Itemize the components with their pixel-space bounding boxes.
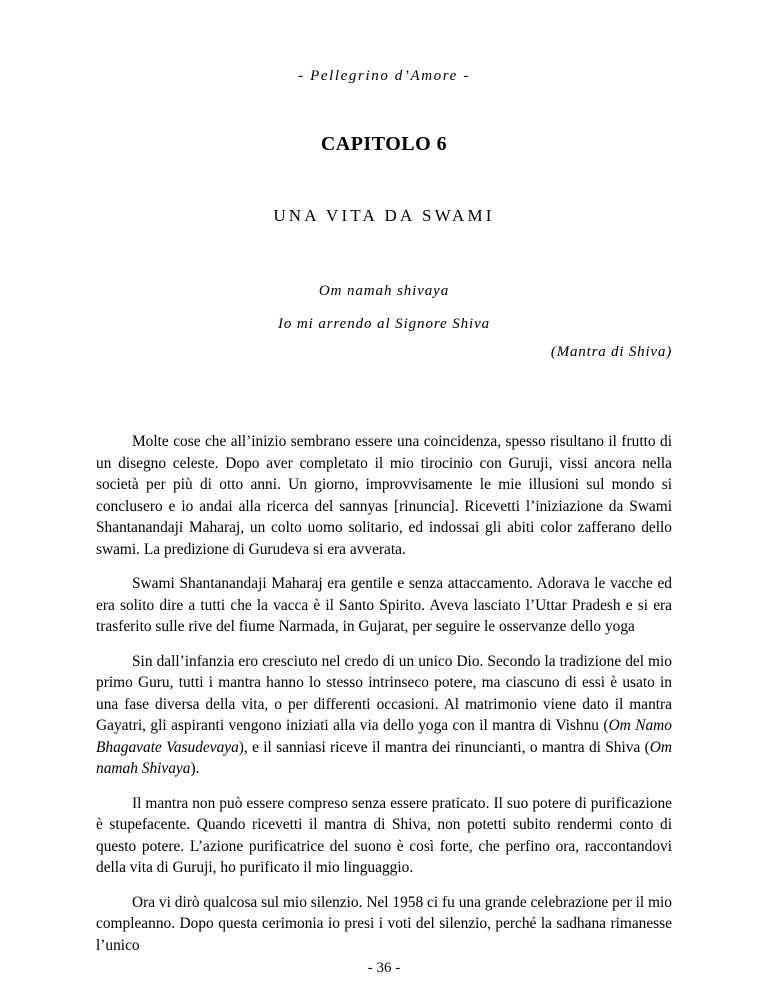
paragraph: Ora vi dirò qualcosa sul mio silenzio. Nel 1958 ci fu una grande celebrazione per il mio compleanno. Dopo questa cerimonia io presi i voti del silenzio, perché la sadhana rimanesse l’unico xyxy=(96,893,672,954)
mantra-name-vishnu: Om Namo Bhagavate Vasudevaya xyxy=(96,717,672,756)
epigraph-line-2: Io mi arrendo al Signore Shiva xyxy=(277,316,491,332)
paragraph xyxy=(96,651,672,780)
epigraph-line-1: Om namah shivaya xyxy=(318,283,450,299)
paragraph-text: Sin dall’infanzia ero cresciuto nel credo di un unico Dio. Secondo la tradizione del mio primo Guru, tutti i mantra hanno lo stesso intrinseco potere, ma ciascuno di essi è usato in una fase diversa della vita, o per differenti occasioni. Al matrimonio viene dato il mantra Gayatri, gli aspiranti vengono iniziati alla via dello yoga con il mantra di Vishnu ( xyxy=(96,652,672,734)
page-number: - 36 - xyxy=(367,960,401,976)
paragraph: Molte cose che all’inizio sembrano essere una coincidenza, spesso risultano il frutto di un disegno celeste. Dopo aver completato il mio tirocinio con Guruji, vissi ancora nella società per più di otto anni. Un giorno, improvvisamente le mie illusioni sul mondo si conclusero e io andai alla ricerca del sannyas [rinuncia]. Ricevetti l’iniziazione da Swami Shantanandaji Maharaj, un colto uomo solitario, ed indossai gli abiti color zafferano dello swami. La predizione di Gurudeva si era avverata. xyxy=(96,433,672,558)
paragraph-text: ). xyxy=(190,760,200,777)
chapter-title: CAPITOLO 6 xyxy=(320,133,448,155)
mantra-name-shiva: Om namah Shivaya xyxy=(96,738,672,777)
paragraph: Swami Shantanandaji Maharaj era gentile e senza attaccamento. Adorava le vacche ed era solito dire a tutti che la vacca è il Santo Spirito. Aveva lasciato l’Uttar Pradesh e si era trasferito sulle rive del fiume Narmada, in Gujarat, per seguire le osservanze dello yoga xyxy=(96,575,672,635)
paragraph: Il mantra non può essere compreso senza essere praticato. Il suo potere di purificazione è stupefacente. Quando ricevetti il mantra di Shiva, non potetti subito rendermi conto di questo potere. L’azione purificatrice del suono è così forte, che perfino ora, raccontandovi della vita di Guruji, ho purificato il mio linguaggio. xyxy=(96,794,672,876)
running-header: - Pellegrino d’Amore - xyxy=(298,68,470,84)
chapter-subtitle: UNA VITA DA SWAMI xyxy=(273,206,495,225)
paragraph-text: ), e il sanniasi riceve il mantra dei rinuncianti, o mantra di Shiva ( xyxy=(238,738,650,756)
epigraph-source: (Mantra di Shiva) xyxy=(550,344,672,360)
body-text xyxy=(96,431,672,969)
